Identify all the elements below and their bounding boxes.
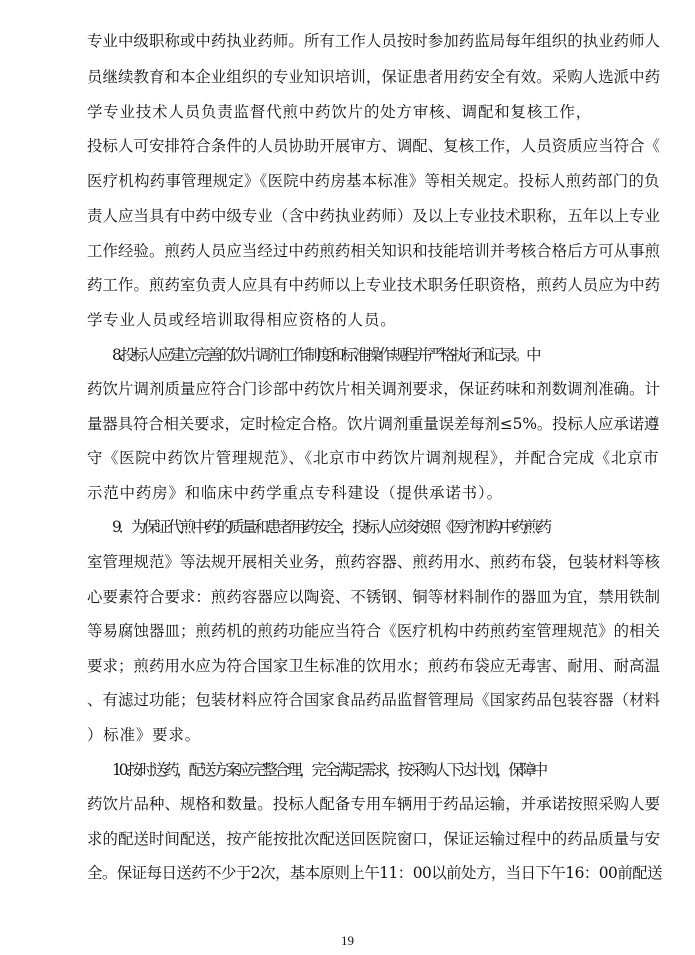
text-line: 全。保证每日送药不少于2次，基本原则上午11：00以前处方，当日下午16：00前配送 [87,864,663,882]
text-line: 守《医院中药饮片管理规范》、《北京市中药饮片调剂规程》，并配合完成《北京市 [87,449,660,467]
text-line: 学专业技术人员负责监督代煎中药饮片的处方审核、调配和复核工作， [87,103,593,121]
text-line: 投标人可安排符合条件的人员协助开展审方、调配、复核工作，人员资质应当符合《 [87,137,661,155]
text-line: 责人应当具有中药中级专业（含中药执业药师）及以上专业技术职称，五年以上专业 [87,207,661,225]
text-line: 工作经验。煎药人员应当经过中药煎药相关知识和技能培训并考核合格后方可从事煎 [87,242,661,260]
text-line: 量器具符合相关要求，定时检定合格。饮片调剂重量误差每剂≤5%。投标人应承诺遵 [87,415,660,433]
paragraph-start: 8.投标人应建立完善的饮片调剂工作制度和标准操作规程并严格执行和记录。中 [112,346,539,364]
text-line: 药工作。煎药室负责人应具有中药师以上专业技术职务任职资格，煎药人员应为中药 [87,276,661,294]
text-line: 心要素符合要求：煎药容器应以陶瓷、不锈钢、铜等材料制作的器皿为宜，禁用铁制 [87,588,661,606]
text-line: 专业中级职称或中药执业药师。所有工作人员按时参加药监局每年组织的执业药师人 [87,32,661,50]
text-line: 室管理规范》等法规开展相关业务，煎药容器、煎药用水、煎药布袋，包装材料等核 [87,553,661,571]
text-line: 医疗机构药事管理规定》《医院中药房基本标准》等相关规定。投标人煎药部门的负 [87,172,660,190]
text-line: 等易腐蚀器皿；煎药机的煎药功能应当符合《医疗机构中药煎药室管理规范》的相关 [87,622,661,640]
text-line: 药饮片调剂质量应符合门诊部中药饮片相关调剂要求，保证药味和剂数调剂准确。计 [87,380,661,398]
text-line: 求的配送时间配送，按产能按批次配送回医院窗口，保证运输过程中的药品质量与安 [87,830,661,848]
text-line: 员继续教育和本企业组织的专业知识培训，保证患者用药安全有效。采购人选派中药 [87,68,661,86]
paragraph-start: 10.按时送药，配送方案应完整合理，完全满足需求，按采购人下达计划，保障中 [112,761,546,779]
text-line: 示范中药房》和临床中药学重点专科建设（提供承诺书）。 [87,484,503,502]
text-line: 要求；煎药用水应为符合国家卫生标准的饮用水；煎药布袋应无毒害、耐用、耐高温 [87,657,661,675]
text-line: 、有滤过功能；包装材料应符合国家食品药品监督管理局《国家药品包装容器（材料 [87,691,661,709]
text-line: 学专业人员或经培训取得相应资格的人员。 [87,311,397,329]
paragraph-start: 9．为保证代煎中药的质量和患者用药安全，投标人应该按照《医疗机构中药煎药 [112,518,549,536]
text-line: 药饮片品种、规格和数量。投标人配备专用车辆用于药品运输，并承诺按照采购人要 [87,795,661,813]
text-line: ）标准》要求。 [87,726,202,744]
page-number: 19 [341,933,354,948]
